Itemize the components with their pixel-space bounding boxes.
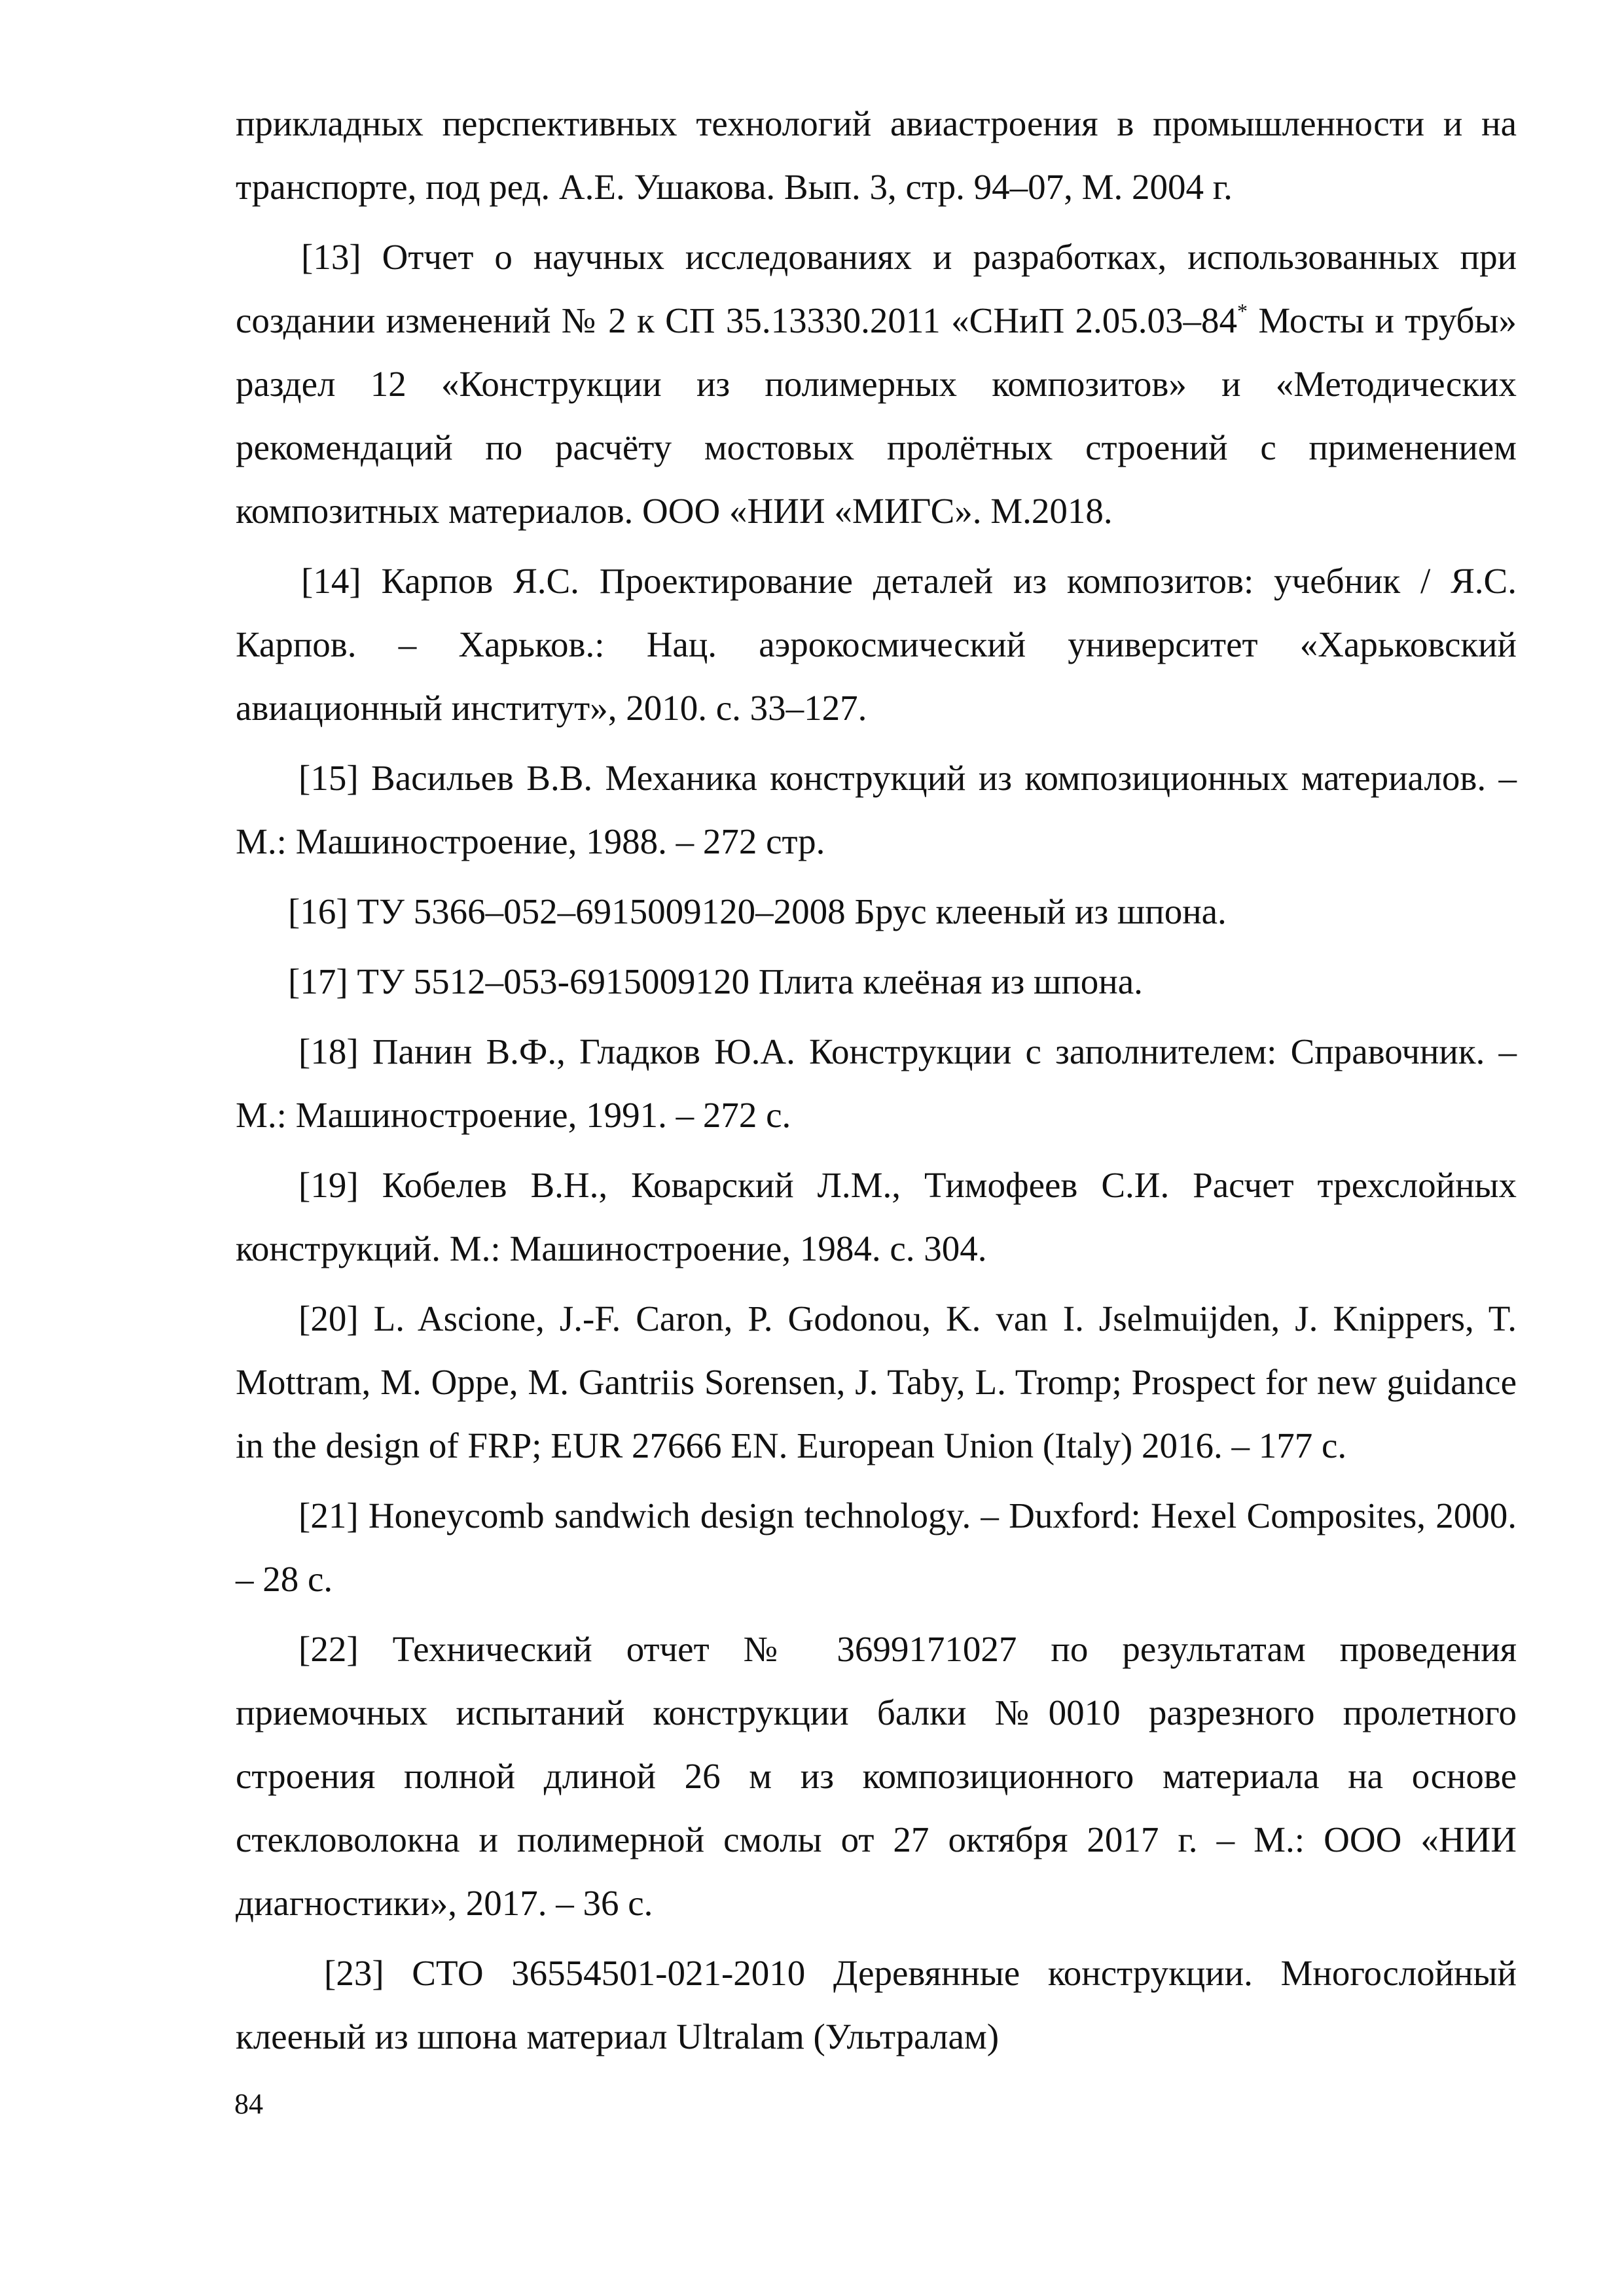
reference-text: СТО 36554501-021-2010 Деревянные конструкции. Многослойный клееный из шпона материал Ultralam (Ультралам)	[236, 1953, 1517, 2056]
reference-22	[236, 1617, 1517, 1935]
reference-15	[236, 746, 1517, 873]
reference-number: [21]	[298, 1496, 359, 1535]
reference-number: [13]	[301, 237, 361, 277]
reference-text-continued: Мосты и трубы» раздел 12 «Конструкции из полимерных композитов» и «Методических рекомендаций по расчёту мостовых пролётных строений с применением композитных материалов. ООО «НИИ «МИГС». М.2018.	[236, 300, 1517, 531]
reference-number: [23]	[324, 1953, 384, 1993]
reference-number: [19]	[298, 1165, 359, 1205]
reference-number: [15]	[298, 758, 359, 798]
reference-text: ТУ 5512–053-6915009120 Плита клеёная из шпона.	[357, 961, 1143, 1001]
reference-text: Кобелев В.Н., Коварский Л.М., Тимофеев С.И. Расчет трехслойных конструкций. М.: Машиностроение, 1984. с. 304.	[236, 1165, 1517, 1268]
reference-number: [17]	[288, 961, 348, 1001]
reference-20	[236, 1287, 1517, 1477]
reference-18	[236, 1020, 1517, 1147]
reference-text: Карпов Я.С. Проектирование деталей из композитов: учебник / Я.С. Карпов. – Харьков.: Нац. аэрокосмический университет «Харьковский авиационный институт», 2010. с. 33–127.	[236, 561, 1517, 728]
reference-number: [14]	[301, 561, 361, 601]
reference-21	[236, 1484, 1517, 1611]
reference-text: Васильев В.В. Механика конструкций из композиционных материалов. – М.: Машиностроение, 1988. – 272 стр.	[236, 758, 1517, 861]
continued-reference-text: прикладных перспективных технологий авиастроения в промышленности и на транспорте, под ред. А.Е. Ушакова. Вып. 3, стр. 94–07, М. 2004 г.	[236, 103, 1517, 207]
superscript-asterisk: *	[1237, 299, 1248, 323]
reference-16	[236, 880, 1517, 943]
page-number: 84	[234, 2088, 263, 2120]
reference-19	[236, 1153, 1517, 1280]
reference-text: Панин В.Ф., Гладков Ю.А. Конструкции с заполнителем: Справочник. – М.: Машиностроение, 1991. – 272 с.	[236, 1031, 1517, 1135]
reference-17	[236, 950, 1517, 1013]
reference-number: [16]	[288, 891, 348, 931]
reference-number: [22]	[298, 1629, 359, 1669]
reference-text: Отчет о научных исследованиях и разработках, использованных при создании изменений № 2 к СП 35.13330.2011 «СНиП 2.05.03–84	[236, 237, 1517, 340]
reference-23	[236, 1941, 1517, 2068]
reference-list	[236, 92, 1517, 2068]
reference-text: ТУ 5366–052–6915009120–2008 Брус клееный из шпона.	[357, 891, 1227, 931]
reference-number: [20]	[298, 1299, 359, 1338]
reference-text: Honeycomb sandwich design technology. – Duxford: Hexel Composites, 2000. – 28 с.	[236, 1496, 1517, 1599]
reference-14	[236, 549, 1517, 740]
reference-13	[236, 225, 1517, 543]
reference-number: [18]	[298, 1031, 359, 1071]
reference-text: Технический отчет № 3699171027 по результатам проведения приемочных испытаний конструкции балки №0010 разрезного пролетного строения полной длиной 26 м из композиционного материала на основе стекловолокна и полимерной смолы от 27 октября 2017 г. – М.: ООО «НИИ диагностики», 2017. – 36 с.	[236, 1629, 1517, 1923]
reference-text: L. Ascione, J.-F. Caron, P. Godonou, K. van I. Jselmuijden, J. Knippers, T. Mottram, M. Oppe, M. Gantriis Sorensen, J. Taby, L. Tromp; Prospect for new guidance in the design of FRP; EUR 27666 EN. European Union (Italy) 2016. – 177 с.	[236, 1299, 1517, 1465]
